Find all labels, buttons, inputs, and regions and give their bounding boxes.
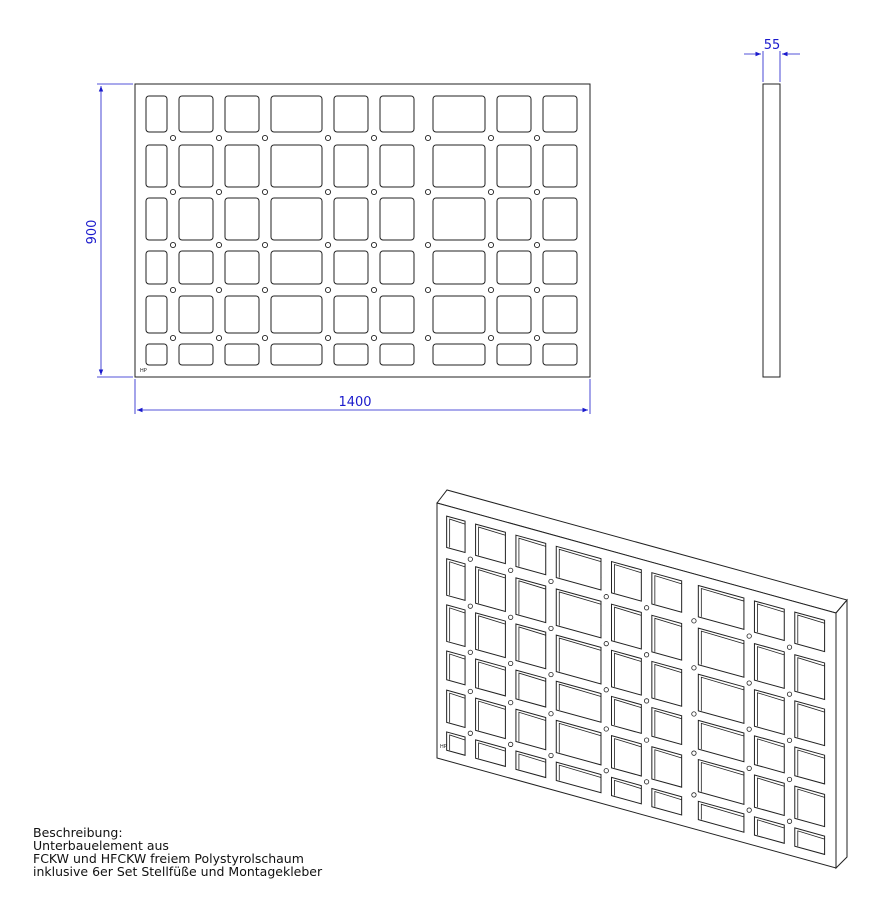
front-hole (425, 287, 430, 292)
front-hole (216, 335, 221, 340)
iso-hole (644, 738, 648, 742)
iso-hole (644, 699, 648, 703)
iso-hole (747, 634, 751, 638)
front-cell (543, 344, 577, 365)
iso-hole (747, 808, 751, 812)
front-cell (380, 145, 414, 187)
front-cell (433, 344, 485, 365)
front-cell (334, 251, 368, 284)
isometric-view (437, 490, 847, 868)
front-hole (371, 287, 376, 292)
iso-hole (604, 594, 608, 598)
front-cell (497, 296, 531, 333)
front-cell (179, 198, 213, 240)
front-hole (371, 242, 376, 247)
front-cell (380, 344, 414, 365)
front-hole (425, 189, 430, 194)
front-cell (433, 251, 485, 284)
front-cell (497, 96, 531, 132)
front-cell (543, 296, 577, 333)
front-hole (170, 287, 175, 292)
iso-hole (468, 604, 472, 608)
iso-hole (644, 606, 648, 610)
front-view (135, 84, 590, 377)
front-cell (543, 251, 577, 284)
iso-side-face (836, 600, 847, 868)
front-hole (534, 335, 539, 340)
iso-hole (787, 692, 791, 696)
front-cell (543, 198, 577, 240)
front-cell (225, 198, 259, 240)
front-cell (225, 251, 259, 284)
front-hole (325, 189, 330, 194)
front-hole (216, 135, 221, 140)
front-hole (371, 135, 376, 140)
front-cell (271, 198, 322, 240)
front-cell (146, 344, 167, 365)
front-cell (271, 96, 322, 132)
iso-hole (787, 777, 791, 781)
front-cell (433, 296, 485, 333)
iso-hole (604, 727, 608, 731)
description-line-1: Unterbauelement aus (33, 838, 169, 853)
iso-hole (468, 731, 472, 735)
front-cell (497, 145, 531, 187)
iso-hole (692, 751, 696, 755)
front-cell (334, 96, 368, 132)
front-cell (334, 198, 368, 240)
front-cell (334, 344, 368, 365)
iso-hole (692, 793, 696, 797)
front-cell (271, 296, 322, 333)
front-hole (262, 287, 267, 292)
front-cell (334, 145, 368, 187)
iso-hole (787, 645, 791, 649)
front-cell (271, 344, 322, 365)
iso-hole (468, 689, 472, 693)
height-label: 900 (85, 219, 100, 245)
front-cell (271, 145, 322, 187)
front-hole (371, 189, 376, 194)
front-hole (170, 135, 175, 140)
side-view-outline (763, 84, 780, 377)
front-hole (216, 189, 221, 194)
front-hole (425, 335, 430, 340)
front-hole (534, 242, 539, 247)
front-hole (325, 135, 330, 140)
front-cell (225, 96, 259, 132)
front-hole (325, 287, 330, 292)
iso-hole (549, 626, 553, 630)
front-cell (179, 96, 213, 132)
front-hole (488, 242, 493, 247)
front-cell (433, 96, 485, 132)
front-hole (325, 335, 330, 340)
iso-hole (644, 653, 648, 657)
front-cell (543, 96, 577, 132)
iso-hole (644, 780, 648, 784)
iso-hole (468, 650, 472, 654)
front-cell (543, 145, 577, 187)
description-heading: Beschreibung: (33, 825, 123, 840)
front-cell (225, 296, 259, 333)
iso-hole (747, 766, 751, 770)
front-hole (216, 242, 221, 247)
front-view-holes (170, 135, 539, 340)
description-block (33, 826, 322, 878)
front-cell (380, 251, 414, 284)
front-cell (146, 145, 167, 187)
side-view (744, 38, 800, 377)
front-cell (146, 198, 167, 240)
front-hole (488, 189, 493, 194)
iso-logo-mark: HP (440, 744, 447, 750)
front-hole (170, 335, 175, 340)
front-cell (179, 251, 213, 284)
front-cell (146, 251, 167, 284)
front-hole (170, 189, 175, 194)
front-cell (497, 251, 531, 284)
front-cell (225, 145, 259, 187)
front-hole (425, 135, 430, 140)
front-hole (262, 335, 267, 340)
front-cell (433, 198, 485, 240)
width-label: 1400 (338, 395, 372, 410)
logo-mark: HP (140, 368, 147, 374)
thickness-label: 55 (763, 38, 781, 53)
iso-hole (549, 672, 553, 676)
front-hole (170, 242, 175, 247)
front-hole (262, 242, 267, 247)
front-cell (433, 145, 485, 187)
iso-hole (508, 615, 512, 619)
front-hole (488, 287, 493, 292)
description-line-3: inklusive 6er Set Stellfüße und Montagekleber (33, 864, 323, 879)
front-cell (146, 96, 167, 132)
iso-hole (604, 641, 608, 645)
iso-hole (508, 568, 512, 572)
width-dimension (135, 379, 590, 414)
description-line-2: FCKW und HFCKW freiem Polystyrolschaum (33, 851, 304, 866)
front-cell (271, 251, 322, 284)
front-hole (488, 335, 493, 340)
front-hole (534, 189, 539, 194)
front-cell (497, 198, 531, 240)
front-cell (179, 296, 213, 333)
iso-hole (747, 727, 751, 731)
front-view-cells (146, 96, 577, 365)
front-hole (534, 287, 539, 292)
front-cell (497, 344, 531, 365)
front-cell (380, 296, 414, 333)
iso-hole (692, 619, 696, 623)
iso-hole (692, 666, 696, 670)
front-hole (488, 135, 493, 140)
iso-hole (508, 700, 512, 704)
front-cell (179, 145, 213, 187)
front-hole (325, 242, 330, 247)
iso-hole (468, 557, 472, 561)
iso-hole (549, 712, 553, 716)
iso-hole (604, 769, 608, 773)
iso-hole (604, 688, 608, 692)
front-cell (146, 296, 167, 333)
front-hole (371, 335, 376, 340)
front-cell (380, 96, 414, 132)
front-hole (262, 135, 267, 140)
front-cell (179, 344, 213, 365)
front-hole (216, 287, 221, 292)
iso-hole (549, 579, 553, 583)
front-hole (534, 135, 539, 140)
front-hole (262, 189, 267, 194)
iso-hole (787, 819, 791, 823)
iso-hole (692, 712, 696, 716)
iso-hole (747, 681, 751, 685)
height-dimension (85, 84, 133, 377)
front-cell (225, 344, 259, 365)
iso-hole (508, 661, 512, 665)
front-cell (334, 296, 368, 333)
iso-hole (508, 742, 512, 746)
front-cell (380, 198, 414, 240)
iso-hole (549, 753, 553, 757)
front-hole (425, 242, 430, 247)
iso-hole (787, 738, 791, 742)
